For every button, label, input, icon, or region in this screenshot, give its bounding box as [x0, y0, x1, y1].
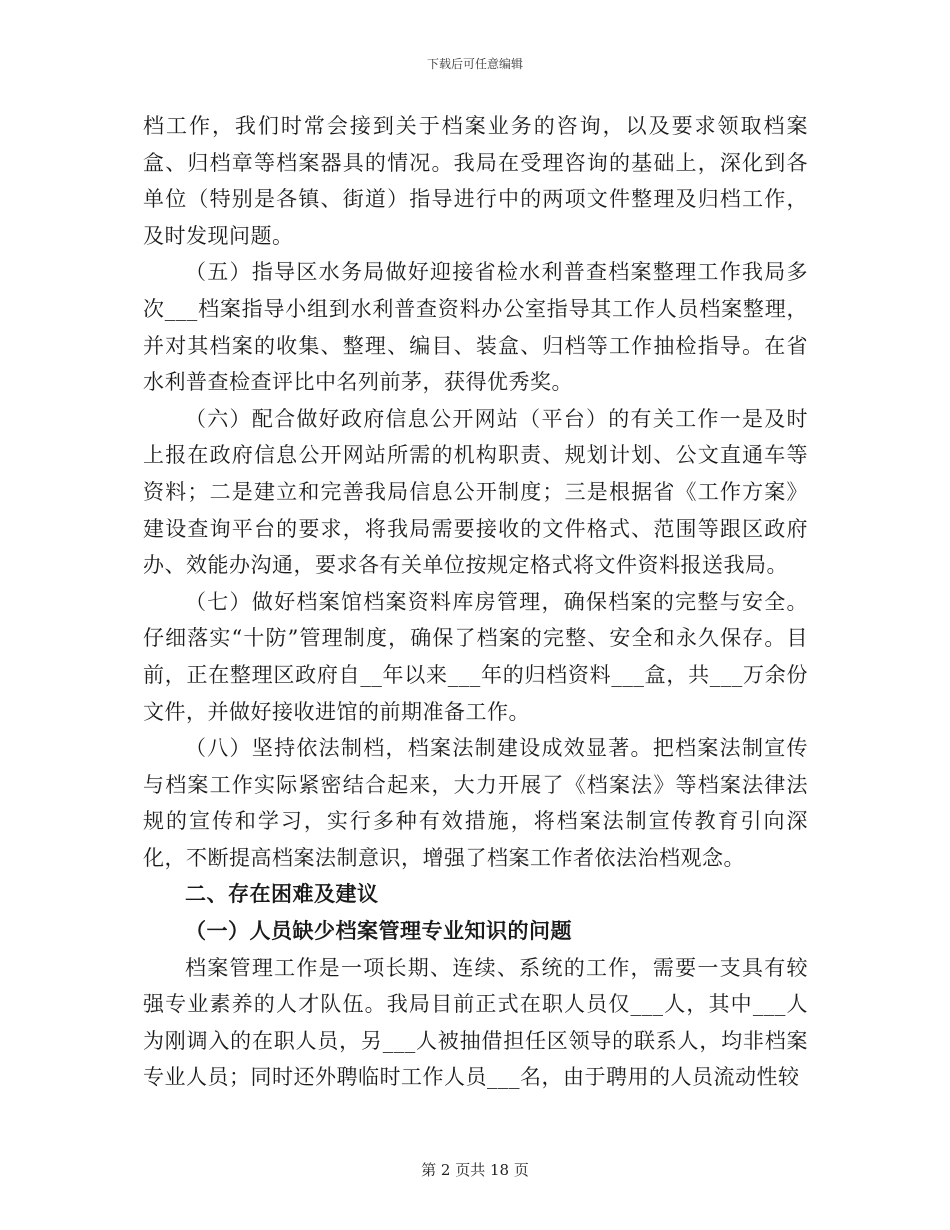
paragraph-section-7: （七）做好档案馆档案资料库房管理，确保档案的完整与安全。仔细落实“十防”管理制度，确保了档案的完整、安全和永久保存。目前，正在整理区政府自__年以来___年的归档资料___盒，共___万余份文件，并做好接收进馆的前期准备工作。 [143, 589, 808, 724]
page-number: 第 2 页共 18 页 [421, 1161, 529, 1179]
heading-difficulties: 二、存在困难及建议 [185, 881, 379, 907]
paragraph-section-6: （六）配合做好政府信息公开网站（平台）的有关工作一是及时上报在政府信息公开网站所需的机构职责、规划计划、公文直通车等资料；二是建立和完善我局信息公开制度；三是根据省《工作方案》建设查询平台的要求，将我局需要接收的文件格式、范围等跟区政府办、效能办沟通，要求各有关单位按规定格式将文件资料报送我局。 [143, 406, 808, 578]
paragraph-continued: 档工作，我们时常会接到关于档案业务的咨询，以及要求领取档案盒、归档章等档案器具的情况。我局在受理咨询的基础上，深化到各单位（特别是各镇、街道）指导进行中的两项文件整理及归档工作，及时发现问题。 [143, 114, 808, 248]
document-body [143, 108, 808, 1096]
header-note: 下载后可任意编辑 [426, 57, 523, 71]
paragraph-section-5: （五）指导区水务局做好迎接省检水利普查档案整理工作我局多次___档案指导小组到水利普查资料办公室指导其工作人员档案整理，并对其档案的收集、整理、编目、装盒、归档等工作抽检指导。在省水利普查检查评比中名列前茅，获得优秀奖。 [143, 260, 808, 395]
subheading-staff-knowledge: （一）人员缺少档案管理专业知识的问题 [185, 918, 572, 944]
paragraph-staff-issue: 档案管理工作是一项长期、连续、系统的工作，需要一支具有较强专业素养的人才队伍。我局目前正式在职人员仅___人，其中___人为刚调入的在职人员，另___人被抽借担任区领导的联系人，均非档案专业人员；同时还外聘临时工作人员___名，由于聘用的人员流动性较 [143, 955, 808, 1090]
paragraph-section-8: （八）坚持依法制档，档案法制建设成效显著。把档案法制宣传与档案工作实际紧密结合起来，大力开展了《档案法》等档案法律法规的宣传和学习，实行多种有效措施，将档案法制宣传教育引向深化，不断提高档案法制意识，增强了档案工作者依法治档观念。 [143, 736, 808, 870]
